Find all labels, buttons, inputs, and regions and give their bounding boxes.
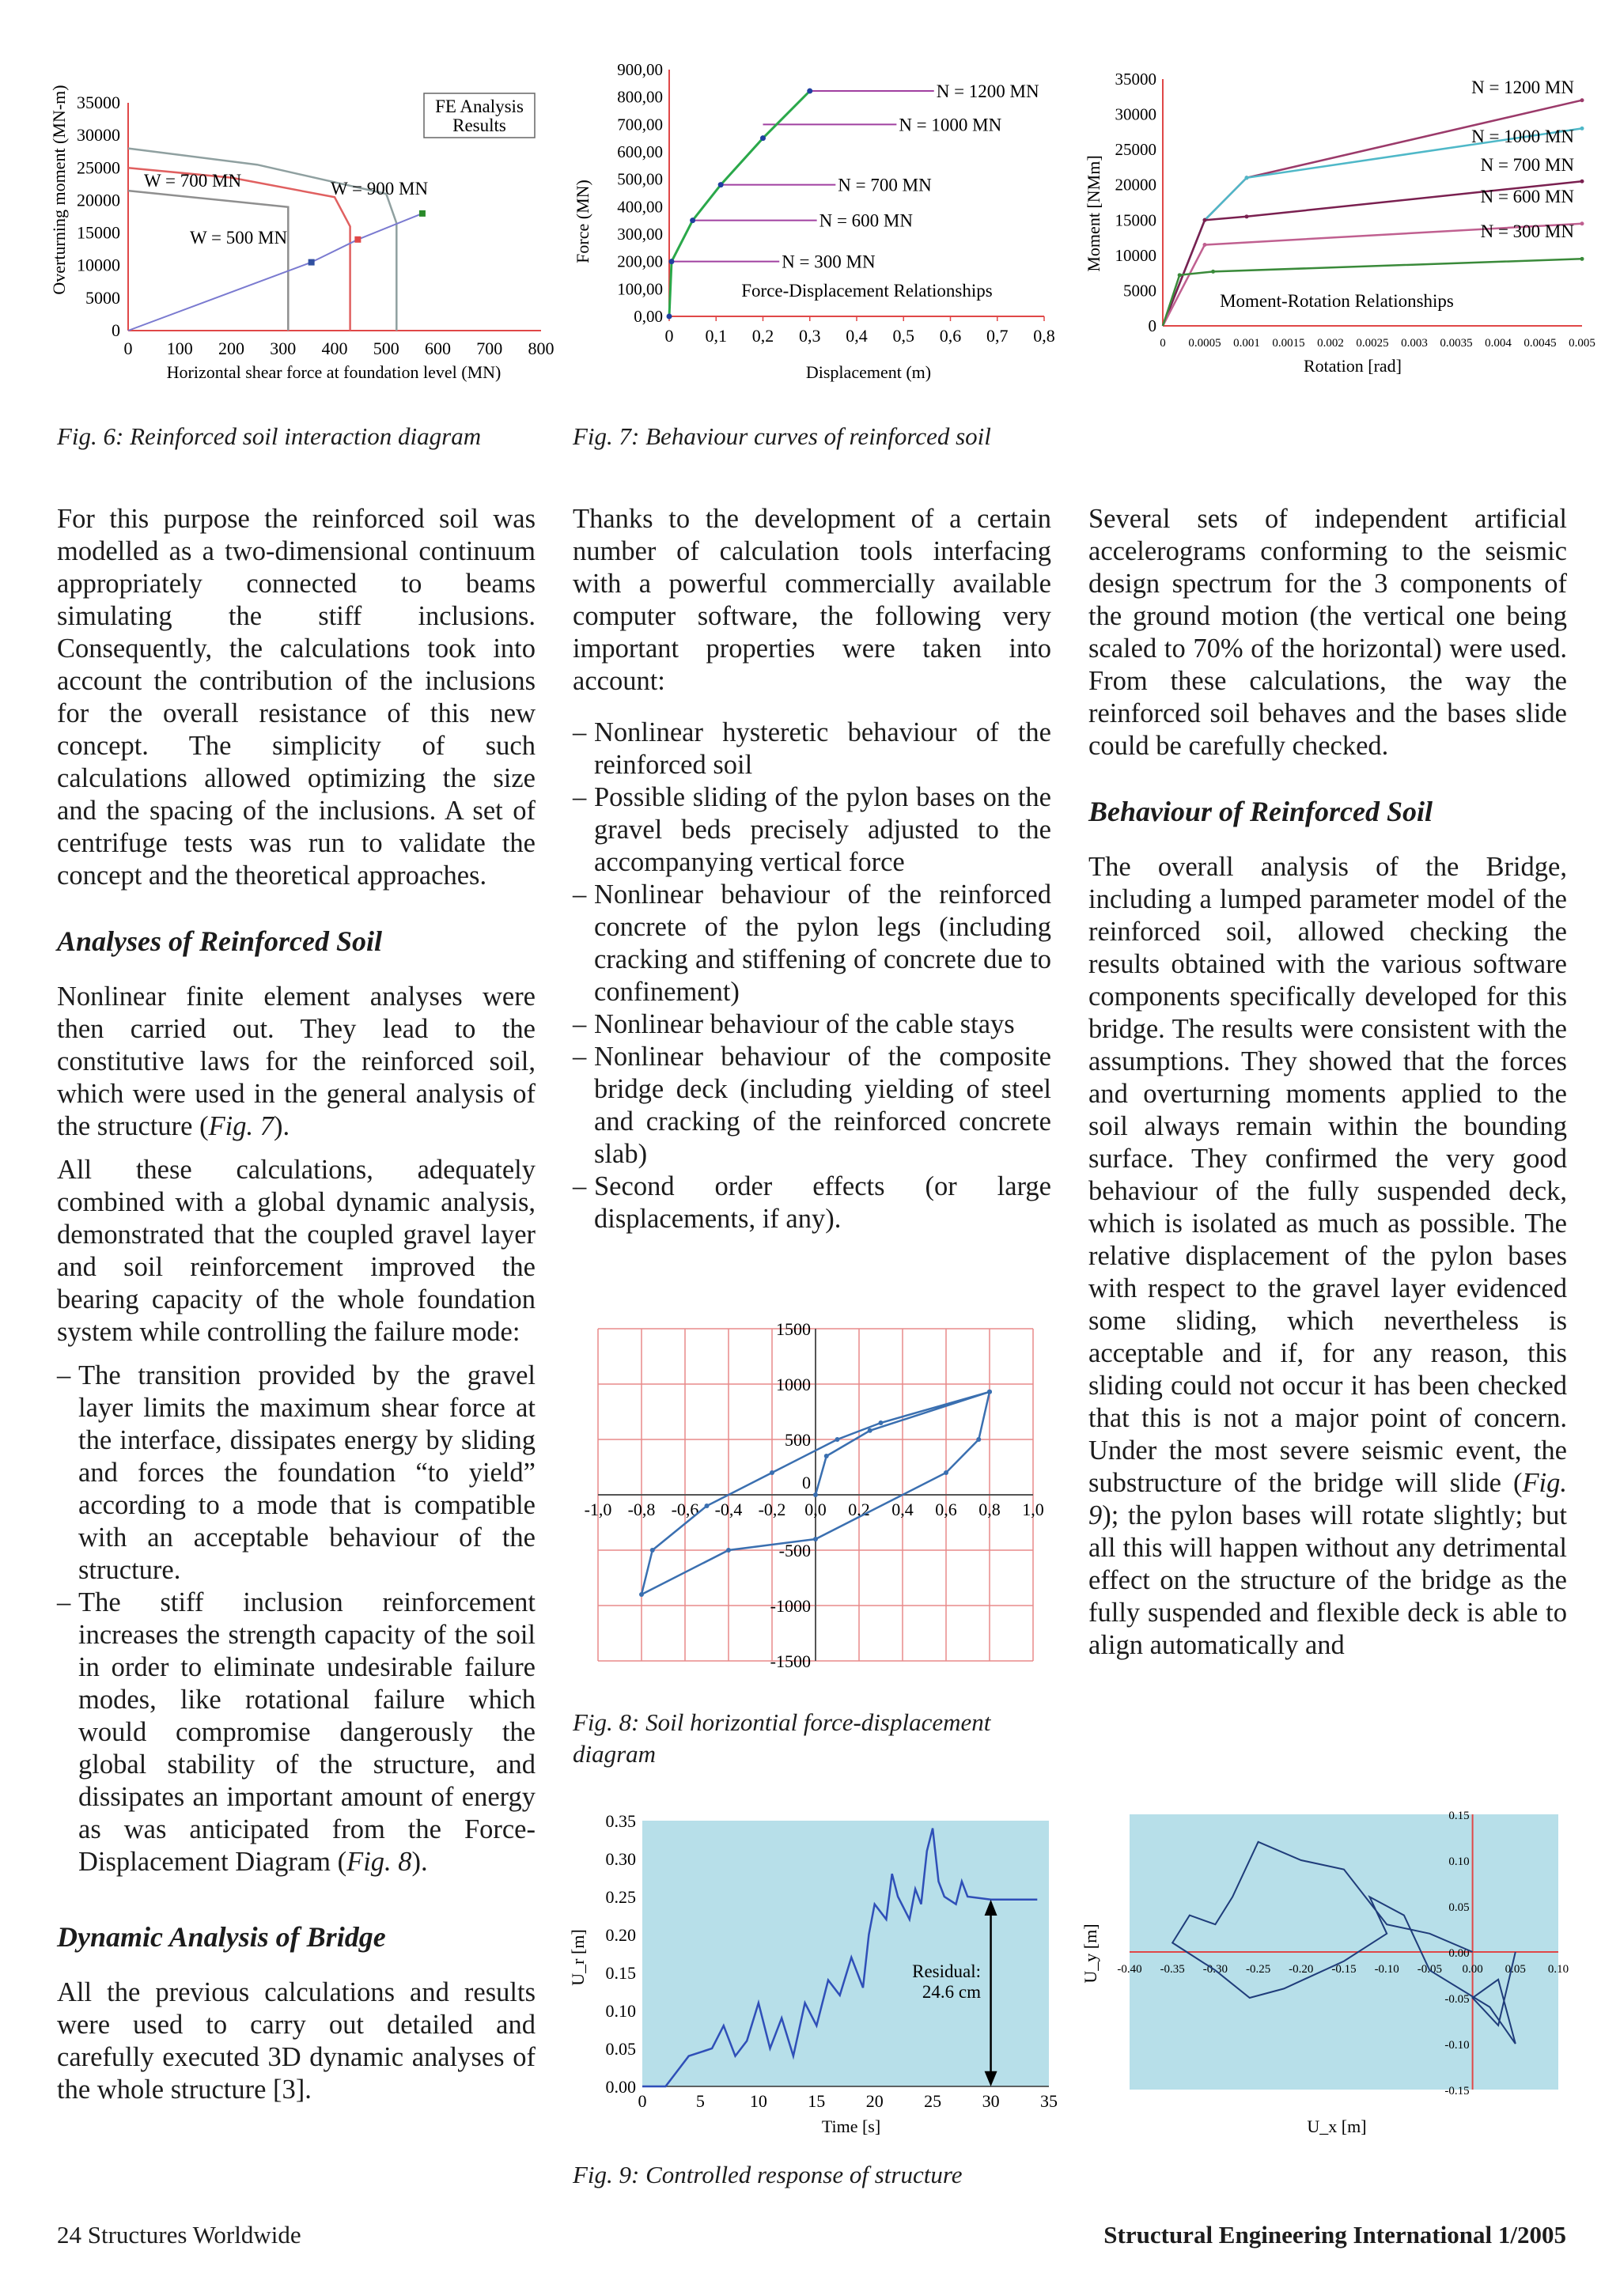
col3-p2-end: ); the pylon bases will rotate slightly; but all this will happen without any detrimental effect on the structure of the bridge as the fully suspended and flexible deck is able to align automatically and — [1088, 1500, 1567, 1660]
fig7b-y-tick-label: 5000 — [1123, 281, 1156, 301]
fig8-point-11 — [770, 1470, 774, 1475]
fig9a-y-tick-label: 0.30 — [605, 1849, 636, 1869]
fig7b-y-axis-label: Moment [NMm] — [1084, 155, 1103, 272]
col1-p2-text: Nonlinear finite element analyses were then carried out. They lead to the constitutive laws for the reinforced soil, which were used in the general analysis of the structure ( — [57, 982, 536, 1141]
fig6-label-w500: W = 500 MN — [190, 228, 288, 248]
fig6-chart — [47, 55, 554, 388]
fig7b-x-tick-label: 0.0005 — [1188, 337, 1221, 350]
fig7b-series-label-1: N = 1000 MN — [1471, 127, 1574, 147]
fig9b-x-tick-label: -0.35 — [1160, 1963, 1185, 1976]
fig7b-y-tick-label: 30000 — [1115, 104, 1156, 124]
bullet-dash: – — [57, 1360, 71, 1390]
fig8-x-tick-label: 1,0 — [1022, 1500, 1044, 1519]
fig9a-x-tick-label: 35 — [1040, 2091, 1058, 2111]
fig8-point-6 — [813, 1537, 818, 1541]
fig9b-y-axis-label: U_y [m] — [1081, 1923, 1100, 1984]
fig8-caption-line2: diagram — [573, 1740, 657, 1768]
fig8-caption-line1: Fig. 8: Soil horizontial force-displacement — [573, 1708, 991, 1736]
fig6-y-axis-label: Overturning moment (MN-m) — [49, 85, 69, 295]
col1-bullet-2-end: ). — [411, 1847, 428, 1877]
fig6-y-tick-label: 5000 — [85, 287, 120, 308]
fig8-x-tick-label: 0,8 — [978, 1500, 1001, 1519]
bullet-dash: – — [573, 1009, 587, 1039]
fig7b-x-tick-label: 0.002 — [1317, 337, 1344, 350]
col2-bullet-3-text: Nonlinear behaviour of the reinforced concrete of the pylon legs (including cracking and stiffening of concrete due to confinement) — [594, 879, 1051, 1007]
fig7a-y-tick-label: 600,00 — [617, 142, 663, 161]
bullet-dash: – — [573, 782, 587, 812]
fig7b-series-point — [1203, 218, 1207, 222]
fig8-chart — [582, 1313, 1049, 1685]
fig7b-chart — [1084, 55, 1595, 388]
col1-paragraph-2 — [57, 981, 536, 1143]
fig8-y-tick-label: -500 — [778, 1541, 811, 1560]
fig8-y-tick-label: -1500 — [770, 1651, 811, 1671]
fig6-y-tick-label: 35000 — [77, 93, 120, 112]
fig8-x-tick-label: 0,0 — [804, 1500, 827, 1519]
fig6-x-tick-label: 0 — [123, 339, 133, 358]
col3-heading-behaviour: Behaviour of Reinforced Soil — [1088, 796, 1433, 827]
fig7a-y-tick-label: 300,00 — [617, 225, 663, 244]
fig6-series-line-1 — [128, 168, 350, 331]
fig9b-x-axis-label: U_x [m] — [1307, 2116, 1367, 2136]
fig6-x-tick-label: 500 — [373, 339, 399, 358]
fig7a-y-tick-label: 700,00 — [617, 115, 663, 134]
fig9a-chart — [566, 1811, 1065, 2151]
fig9b-chart — [1076, 1803, 1590, 2151]
col1-p2-end: ). — [274, 1111, 290, 1141]
fig8-x-tick-label: -0,4 — [714, 1500, 743, 1519]
fig7b-x-tick-label: 0.0035 — [1440, 337, 1473, 350]
fig6-x-axis-label: Horizontal shear force at foundation level (MN) — [166, 362, 502, 382]
fig8-x-tick-label: -0,2 — [758, 1500, 786, 1519]
fig9a-background — [642, 1821, 1049, 2086]
fig6-x-tick-label: 800 — [528, 339, 555, 358]
fig8-y-tick-label: 1500 — [776, 1319, 811, 1339]
fig9b-y-tick-label: 0.10 — [1448, 1855, 1470, 1868]
fig6-x-tick-label: 400 — [321, 339, 348, 358]
fig9b-x-tick-label: -0.30 — [1202, 1963, 1228, 1976]
fig7a-x-tick-label: 0,5 — [892, 326, 914, 346]
fig6-x-tick-label: 700 — [476, 339, 503, 358]
col2-bullet-3 — [573, 879, 1051, 1008]
fig9b-y-tick-label: 0.15 — [1448, 1810, 1470, 1822]
fig7b-y-tick-label: 0 — [1148, 316, 1156, 335]
fig9a-x-tick-label: 15 — [808, 2091, 826, 2111]
fig7a-level-label-4: N = 300 MN — [782, 252, 876, 272]
fig7b-series-label-2: N = 700 MN — [1480, 154, 1574, 175]
fig7b-series-point — [1580, 257, 1584, 261]
fig7a-x-tick-label: 0,6 — [939, 326, 962, 346]
fig9b-x-tick-label: -0.40 — [1117, 1963, 1142, 1976]
fig7a-envelope-point-0 — [667, 314, 672, 320]
fig7a-envelope-point-3 — [718, 182, 724, 187]
fig9a-x-tick-label: 30 — [982, 2091, 1000, 2111]
col2-bullet-list — [573, 717, 1051, 1235]
col1-heading-analyses: Analyses of Reinforced Soil — [57, 925, 382, 957]
fig9a-y-axis-label: U_r [m] — [568, 1929, 588, 1986]
fig9a-y-tick-label: 0.15 — [605, 1963, 636, 1983]
col1-paragraph-1: For this purpose the reinforced soil was modelled as a two-dimensional continuum appropriately connected to beams simulating the stiff inclusions. Consequently, the calculations took into account the contribution of the inclusions for the overall resistance of this new concept. The simplicity of such calculations allowed optimizing the size and the spacing of the inclusions. A set of centrifuge tests was run to validate the concept and the theoretical approaches. — [57, 504, 536, 891]
fig7b-series-point — [1203, 243, 1207, 247]
fig7a-y-tick-label: 800,00 — [617, 87, 663, 107]
fig7a-envelope-point-4 — [760, 135, 766, 141]
fig9b-x-tick-label: -0.20 — [1289, 1963, 1314, 1976]
col2-bullet-5-text: Nonlinear behaviour of the composite bridge deck (including yielding of steel and cracking of the reinforced concrete slab) — [594, 1042, 1051, 1169]
bullet-dash: – — [573, 1171, 587, 1201]
fig9a-y-tick-label: 0.25 — [605, 1887, 636, 1907]
fig8-x-tick-label: -1,0 — [584, 1500, 612, 1519]
fig6-x-tick-label: 100 — [166, 339, 193, 358]
col3-p2-text: The overall analysis of the Bridge, including a lumped parameter model of the reinforced soil, allowed checking the results obtained with the various software components specifically developed for this bridge. The results were consistent with the assumptions. They showed that the forces and overturning moments applied to the soil always remain within the bounding surface. They confirmed the very good behaviour of the fully suspended deck, which is isolated as much as possible. The relative displacement of the pylon bases with respect to the gravel layer evidenced some sliding, which nevertheless is acceptable and if, for any reason, this sliding could not occur it has been checked that this is not a major point of concern. Under the most severe seismic event, the substructure of the bridge will slide ( — [1088, 852, 1567, 1498]
fig6-y-tick-label: 20000 — [77, 190, 120, 210]
fig9a-y-tick-label: 0.20 — [605, 1925, 636, 1945]
fig7a-level-label-3: N = 600 MN — [819, 210, 914, 231]
fig7a-y-tick-label: 100,00 — [617, 279, 663, 299]
fig8-x-tick-label: -0,8 — [627, 1500, 656, 1519]
fig9b-y-tick-label: 0.00 — [1448, 1947, 1470, 1960]
col2-bullet-2-text: Possible sliding of the pylon bases on the gravel beds precisely adjusted to the accompanying vertical force — [594, 782, 1051, 877]
fig8-y-tick-label: 0 — [802, 1473, 811, 1492]
fig8-x-tick-label: -0,6 — [671, 1500, 699, 1519]
fig7a-y-tick-label: 900,00 — [617, 60, 663, 79]
fig9a-y-tick-label: 0.35 — [605, 1811, 636, 1831]
col1-bullet-1-text: The transition provided by the gravel layer limits the maximum shear force at the interface, dissipates energy by sliding and forces the foundation “to yield” according to a mode that is compatible with an acceptable behaviour of the structure. — [78, 1360, 536, 1585]
fig7a-x-tick-label: 0,2 — [751, 326, 774, 346]
fig7a-plot-area — [617, 60, 1055, 346]
col2-bullet-4-text: Nonlinear behaviour of the cable stays — [594, 1009, 1015, 1039]
fig7b-series-label-4: N = 300 MN — [1480, 221, 1574, 242]
fig7a-level-label-0: N = 1200 MN — [936, 81, 1039, 102]
fig8-point-10 — [705, 1504, 710, 1508]
fig7b-series-label-0: N = 1200 MN — [1471, 77, 1574, 97]
fig9b-y-tick-label: -0.05 — [1444, 1993, 1470, 2006]
fig7b-series-point — [1580, 127, 1584, 130]
bullet-dash: – — [573, 717, 587, 747]
fig8-point-7 — [726, 1548, 731, 1553]
fig7a-x-tick-label: 0,4 — [846, 326, 868, 346]
fig8-point-8 — [639, 1592, 644, 1597]
fig7b-series-point — [1245, 214, 1249, 218]
fig8-y-tick-label: 1000 — [776, 1375, 811, 1394]
fig7b-y-tick-label: 15000 — [1115, 210, 1156, 230]
fig7a-y-tick-label: 200,00 — [617, 252, 663, 271]
col2-bullet-5 — [573, 1041, 1051, 1171]
col1-paragraph-4: All the previous calculations and results were used to carry out detailed and carefully executed 3D dynamic analyses of the whole structure [3]. — [57, 1977, 536, 2105]
fig7a-x-tick-label: 0,3 — [799, 326, 821, 346]
col2-bullet-1-text: Nonlinear hysteretic behaviour of the reinforced soil — [594, 717, 1051, 780]
fig7b-y-tick-label: 20000 — [1115, 175, 1156, 195]
bullet-dash: – — [573, 879, 587, 910]
bullet-dash: – — [57, 1587, 71, 1617]
fig7b-x-axis-label: Rotation [rad] — [1303, 356, 1402, 376]
col2-paragraph-1: Thanks to the development of a certain number of calculation tools interfacing with a powerful commercially available computer software, the following very important properties were taken into account: — [573, 504, 1051, 696]
col2-bullet-6-text: Second order effects (or large displacements, if any). — [594, 1171, 1051, 1234]
fig8-point-4 — [976, 1437, 981, 1442]
fig8-y-tick-label: -1000 — [770, 1596, 811, 1616]
fig7a-y-axis-label: Force (MN) — [573, 180, 592, 263]
fig9b-x-tick-label: -0.15 — [1331, 1963, 1357, 1976]
fig7a-title: Force-Displacement Relationships — [741, 281, 993, 301]
fig8-point-0 — [813, 1492, 818, 1497]
col1-bullet-2-text: The stiff inclusion reinforcement increases the strength capacity of the soil in order to eliminate undesirable failure modes, like rotational failure which would compromise dangerously the global stability of the structure, and dissipates an important amount of energy as was anticipated from the Force-Displacement Diagram ( — [78, 1587, 536, 1877]
fig7b-x-tick-label: 0.0015 — [1272, 337, 1305, 350]
fig6-demand-point-2 — [419, 210, 426, 217]
col2-bullet-1 — [573, 717, 1051, 781]
fig8-point-12 — [835, 1437, 840, 1442]
fig7a-level-label-1: N = 1000 MN — [899, 115, 1002, 135]
fig7a-x-tick-label: 0,7 — [986, 326, 1009, 346]
fig6-legend-line2: Results — [452, 115, 506, 135]
fig7a-envelope-point-1 — [668, 259, 674, 264]
footer-right: Structural Engineering International 1/2005 — [1103, 2221, 1566, 2249]
fig9a-x-axis-label: Time [s] — [821, 2116, 881, 2136]
fig9a-y-tick-label: 0.05 — [605, 2039, 636, 2059]
fig8-point-9 — [650, 1548, 655, 1553]
fig7a-y-tick-label: 500,00 — [617, 169, 663, 189]
fig9b-x-tick-label: -0.05 — [1417, 1963, 1443, 1976]
fig6-x-tick-label: 200 — [218, 339, 244, 358]
fig6-label-w700: W = 700 MN — [144, 171, 242, 191]
fig9b-y-tick-label: -0.10 — [1444, 2039, 1470, 2052]
fig7b-x-tick-label: 0.0025 — [1356, 337, 1389, 350]
fig7b-x-tick-label: 0 — [1160, 337, 1166, 350]
fig9a-x-tick-label: 20 — [865, 2091, 884, 2111]
fig9b-x-tick-label: 0.05 — [1505, 1963, 1526, 1976]
fig9b-x-tick-label: -0.10 — [1374, 1963, 1399, 1976]
fig7a-y-tick-label: 0,00 — [634, 307, 663, 326]
fig7b-x-tick-label: 0.004 — [1485, 337, 1512, 350]
fig8-plot-area — [585, 1319, 1044, 1671]
fig8-y-tick-label: 500 — [785, 1430, 811, 1450]
fig6-series-line-0 — [128, 191, 288, 331]
fig9a-annotation-line1: Residual: — [912, 1961, 981, 1981]
fig6-x-tick-label: 600 — [425, 339, 451, 358]
fig6-y-tick-label: 10000 — [77, 255, 120, 275]
col1-paragraph-3: All these calculations, adequately combined with a global dynamic analysis, demonstrated that the coupled gravel layer and soil reinforcement improved the bearing capacity of the whole foundation system while controlling the failure mode: — [57, 1155, 536, 1347]
fig8-point-2 — [868, 1428, 872, 1433]
fig8-point-13 — [879, 1420, 884, 1425]
fig6-legend-line1: FE Analysis — [435, 96, 524, 116]
fig7a-envelope-point-5 — [807, 89, 812, 94]
fig9b-x-tick-label: 0.00 — [1462, 1963, 1483, 1976]
col1-bullet-2 — [57, 1587, 536, 1878]
fig8-point-1 — [824, 1454, 829, 1458]
fig9a-x-tick-label: 5 — [695, 2091, 705, 2111]
fig9a-x-tick-label: 25 — [924, 2091, 942, 2111]
fig6-y-tick-label: 15000 — [77, 222, 120, 243]
column-3 — [1088, 503, 1567, 1673]
fig9a-x-tick-label: 10 — [749, 2091, 767, 2111]
fig7a-chart — [568, 55, 1074, 388]
fig7b-series-label-3: N = 600 MN — [1480, 187, 1574, 206]
col2-bullet-4 — [573, 1008, 1051, 1041]
fig9b-plot-area — [1117, 1810, 1569, 2097]
fig9a-y-tick-label: 0.00 — [605, 2077, 636, 2097]
fig6-y-tick-label: 25000 — [77, 157, 120, 178]
fig9b-y-tick-label: 0.05 — [1448, 1901, 1470, 1914]
fig8-x-tick-label: 0,6 — [935, 1500, 957, 1519]
fig8-caption — [573, 1707, 990, 1770]
fig7-caption: Fig. 7: Behaviour curves of reinforced soil — [573, 422, 991, 450]
fig7b-y-tick-label: 35000 — [1115, 70, 1156, 89]
fig9a-annotation-line2: 24.6 cm — [922, 1982, 981, 2002]
footer-left: 24 Structures Worldwide — [57, 2221, 301, 2249]
fig7b-x-tick-label: 0.003 — [1401, 337, 1428, 350]
col2-bullet-6 — [573, 1171, 1051, 1235]
fig6-demand-point-1 — [354, 236, 361, 243]
fig7b-title: Moment-Rotation Relationships — [1220, 291, 1454, 311]
fig6-y-tick-label: 30000 — [77, 125, 120, 146]
col3-paragraph-1: Several sets of independent artificial accelerograms conforming to the seismic design spectrum for the 3 components of the ground motion (the vertical one being scaled to 70% of the horizontal) were used. From these calculations, the way the reinforced soil behaves and the bases slide could be carefully checked. — [1088, 504, 1567, 761]
fig7a-y-tick-label: 400,00 — [617, 197, 663, 217]
fig7a-x-axis-label: Displacement (m) — [805, 362, 932, 382]
fig9a-x-tick-label: 0 — [638, 2091, 647, 2111]
fig7b-y-tick-label: 10000 — [1115, 245, 1156, 265]
fig9b-x-tick-label: -0.25 — [1245, 1963, 1271, 1976]
fig7b-x-tick-label: 0.0045 — [1523, 337, 1557, 350]
fig6-caption: Fig. 6: Reinforced soil interaction diagram — [57, 422, 482, 450]
col1-bullet-2-fig-ref: Fig. 8 — [346, 1847, 412, 1877]
column-1 — [57, 503, 536, 2117]
fig6-y-tick-label: 0 — [112, 320, 120, 340]
col2-bullet-2 — [573, 781, 1051, 879]
column-2 — [573, 503, 1051, 1235]
fig7b-x-tick-label: 0.001 — [1233, 337, 1260, 350]
fig7a-x-tick-label: 0,8 — [1033, 326, 1055, 346]
bullet-dash: – — [573, 1042, 587, 1072]
fig9b-x-tick-label: 0.10 — [1547, 1963, 1569, 1976]
fig7b-series-point — [1178, 273, 1182, 277]
fig7b-x-tick-label: 0.005 — [1569, 337, 1595, 350]
fig7b-y-tick-label: 25000 — [1115, 140, 1156, 160]
fig8-point-14 — [987, 1390, 992, 1394]
fig9a-y-tick-label: 0.10 — [605, 2001, 636, 2021]
fig8-point-5 — [944, 1470, 948, 1475]
fig7a-envelope-point-2 — [690, 217, 695, 223]
fig9b-y-tick-label: -0.15 — [1444, 2085, 1470, 2097]
fig9-caption: Fig. 9: Controlled response of structure — [573, 2161, 963, 2188]
fig6-label-w900: W = 900 MN — [331, 179, 429, 199]
col1-bullet-1 — [57, 1360, 536, 1587]
fig6-ylabel-group — [49, 85, 69, 294]
fig6-demand-point-0 — [308, 259, 315, 266]
fig7b-series-point — [1580, 221, 1584, 225]
fig8-x-tick-label: 0,2 — [848, 1500, 870, 1519]
fig7a-x-tick-label: 0,1 — [705, 326, 727, 346]
fig7a-level-label-2: N = 700 MN — [838, 175, 932, 195]
fig6-x-tick-label: 300 — [270, 339, 297, 358]
fig7b-series-point — [1580, 180, 1584, 183]
col1-heading-dynamic: Dynamic Analysis of Bridge — [57, 1921, 386, 1953]
fig8-x-tick-label: 0,4 — [891, 1500, 914, 1519]
fig9a-plot-area — [606, 1811, 1058, 2111]
col1-bullet-list — [57, 1360, 536, 1878]
fig7b-series-point — [1245, 176, 1249, 180]
col3-p2-fig-ref: Fig. 9 — [1088, 1468, 1567, 1530]
col3-paragraph-2 — [1088, 851, 1567, 1662]
fig7b-series-point — [1580, 98, 1584, 102]
fig7a-x-tick-label: 0 — [664, 326, 674, 346]
col1-p2-fig-ref: Fig. 7 — [208, 1111, 274, 1141]
fig7b-series-point — [1211, 270, 1215, 274]
